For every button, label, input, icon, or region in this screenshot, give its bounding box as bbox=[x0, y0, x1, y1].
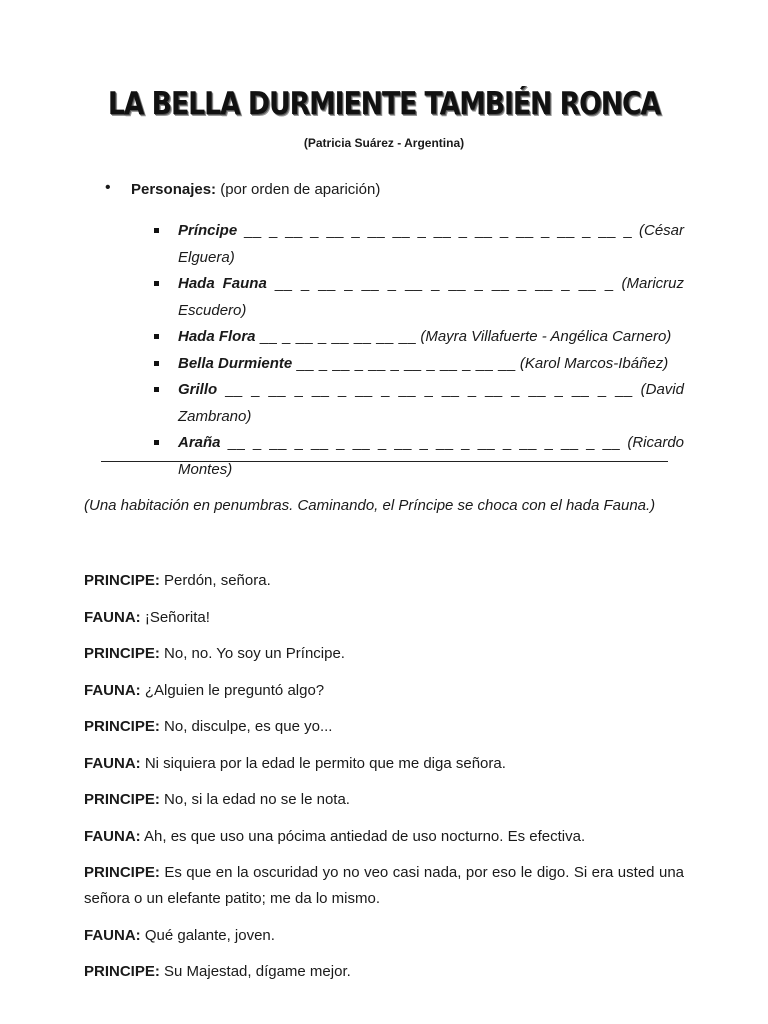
dialogue-line bbox=[84, 860, 684, 912]
dialogue-line bbox=[84, 678, 684, 704]
dialogue-line bbox=[84, 568, 684, 594]
dialogue-line bbox=[84, 824, 684, 850]
character-name: Bella Durmiente bbox=[178, 354, 293, 372]
speaker-name: FAUNA: bbox=[84, 681, 141, 699]
line-text: Ah, es que uso una pócima antiedad de uso nocturno. Es efectiva. bbox=[144, 827, 586, 845]
character-name: Hada Fauna bbox=[178, 275, 267, 292]
dialogue-line bbox=[84, 787, 684, 813]
dash-leader: __ _ __ _ __ _ __ _ __ _ __ _ __ _ __ _ bbox=[274, 275, 614, 292]
dialogue-line bbox=[84, 605, 684, 631]
actor-name: (Maricruz Escudero) bbox=[178, 275, 685, 319]
line-text: Es que en la oscuridad yo no veo casi nada, por eso le digo. Si era usted una señora o un elefante patito; me da lo mismo. bbox=[84, 864, 684, 907]
line-text: No, si la edad no se le nota. bbox=[164, 791, 350, 808]
speaker-name: PRINCIPE: bbox=[84, 718, 160, 735]
document-title: LA BELLA DURMIENTE TAMBIÉN RONCA bbox=[107, 86, 661, 122]
character-name: Príncipe bbox=[178, 222, 238, 239]
speaker-name: PRINCIPE: bbox=[84, 791, 160, 808]
dash-leader: __ _ __ _ __ _ __ __ _ __ _ __ _ __ _ __ _ __ _ bbox=[244, 222, 633, 239]
speaker-name: PRINCIPE: bbox=[84, 645, 160, 662]
line-text: Ni siquiera por la edad le permito que me diga señora. bbox=[144, 754, 506, 772]
actor-name: (Mayra Villafuerte - Angélica Carnero) bbox=[420, 328, 672, 345]
speaker-name: FAUNA: bbox=[84, 926, 141, 944]
speaker-name: FAUNA: bbox=[84, 608, 141, 626]
speaker-name: FAUNA: bbox=[84, 827, 141, 845]
dialogue-line bbox=[84, 959, 684, 985]
dialogue bbox=[84, 568, 684, 996]
character-name: Araña bbox=[178, 434, 221, 451]
cast-list bbox=[178, 218, 684, 483]
dialogue-line bbox=[84, 923, 684, 949]
line-text: Su Majestad, dígame mejor. bbox=[164, 963, 351, 980]
actor-name: (Karol Marcos-Ibáñez) bbox=[519, 354, 669, 372]
actor-name: (Ricardo Montes) bbox=[178, 434, 685, 478]
dash-leader: __ _ __ _ __ _ __ _ __ _ __ _ __ _ __ _ __ _ __ bbox=[225, 381, 633, 398]
speaker-name: PRINCIPE: bbox=[84, 572, 160, 589]
line-text: ¡Señorita! bbox=[144, 608, 210, 626]
line-text: Qué galante, joven. bbox=[144, 926, 275, 944]
cast-item bbox=[178, 377, 684, 430]
dash-leader: __ _ __ _ __ __ __ __ bbox=[259, 328, 417, 345]
character-name: Grillo bbox=[178, 381, 218, 398]
cast-item bbox=[178, 430, 684, 483]
dash-leader: __ _ __ _ __ _ __ _ __ _ __ _ __ _ __ _ __ _ __ bbox=[227, 434, 621, 451]
line-text: Perdón, señora. bbox=[164, 572, 271, 589]
dialogue-line bbox=[84, 641, 684, 667]
cast-item bbox=[178, 351, 684, 378]
cast-item bbox=[178, 271, 684, 324]
stage-direction: (Una habitación en penumbras. Caminando, el Príncipe se choca con el hada Fauna.) bbox=[84, 497, 656, 514]
actor-name: (César Elguera) bbox=[178, 222, 685, 266]
dialogue-line bbox=[84, 751, 684, 777]
cast-item bbox=[178, 324, 684, 351]
speaker-name: FAUNA: bbox=[84, 754, 141, 772]
cast-item bbox=[178, 218, 684, 271]
character-name: Hada Flora bbox=[178, 328, 256, 345]
speaker-name: PRINCIPE: bbox=[84, 963, 160, 980]
line-text: ¿Alguien le preguntó algo? bbox=[144, 681, 325, 699]
bullet-dot-icon: • bbox=[105, 179, 111, 196]
speaker-name: PRINCIPE: bbox=[84, 864, 160, 881]
line-text: No, no. Yo soy un Príncipe. bbox=[164, 645, 345, 662]
characters-note: (por orden de aparición) bbox=[220, 181, 381, 198]
line-text: No, disculpe, es que yo... bbox=[164, 718, 333, 735]
section-divider bbox=[101, 461, 668, 462]
actor-name: (David Zambrano) bbox=[178, 381, 684, 425]
dash-leader: __ _ __ _ __ _ __ _ __ _ __ __ bbox=[296, 354, 516, 372]
author-line: (Patricia Suárez - Argentina) bbox=[303, 136, 465, 150]
dialogue-line bbox=[84, 714, 684, 740]
characters-label: Personajes: bbox=[131, 181, 217, 198]
